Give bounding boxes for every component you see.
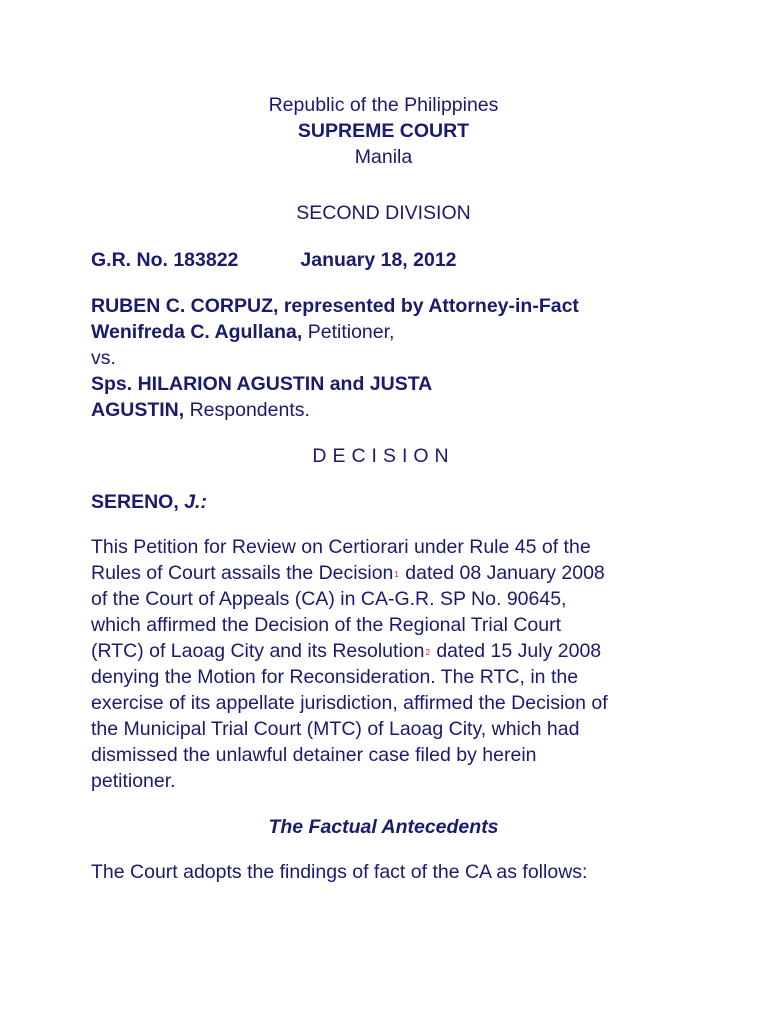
- court-name: SUPREME COURT: [297, 120, 470, 142]
- para-text: (RTC) of Laoag City and its Resolution: [91, 640, 425, 662]
- para-line: the Municipal Trial Court (MTC) of Laoag City, which had: [91, 718, 580, 740]
- decision-date: January 18, 2012: [300, 249, 457, 271]
- section-heading: The Factual Antecedents: [268, 816, 499, 838]
- decision-title: DECISION: [312, 445, 455, 467]
- para-line: dismissed the unlawful detainer case filed by herein: [91, 744, 537, 766]
- para-text: dated 08 January 2008: [399, 562, 605, 584]
- document-page: [91, 92, 691, 885]
- paragraph-petition: [91, 534, 691, 794]
- division-line: [91, 200, 676, 226]
- republic-line: Republic of the Philippines: [268, 94, 499, 116]
- footnote-link-1[interactable]: 1: [394, 570, 399, 579]
- respondent-surname: AGUSTIN,: [91, 399, 185, 421]
- respondent-line-1: Sps. HILARION AGUSTIN and JUSTA: [91, 373, 433, 395]
- para-line: which affirmed the Decision of the Regional Trial Court: [91, 614, 562, 636]
- para-line: exercise of its appellate jurisdiction, affirmed the Decision of: [91, 692, 608, 714]
- case-number-line: [91, 247, 691, 273]
- footnote-link-2[interactable]: 2: [425, 648, 430, 657]
- para-text: dated 15 July 2008: [430, 640, 602, 662]
- para-text: Rules of Court assails the Decision: [91, 562, 394, 584]
- para-line: of the Court of Appeals (CA) in CA-G.R. SP No. 90645,: [91, 588, 567, 610]
- versus-line: vs.: [91, 347, 116, 369]
- petitioner-line-1: RUBEN C. CORPUZ, represented by Attorney-in-Fact: [91, 295, 579, 317]
- para-line: denying the Motion for Reconsideration. The RTC, in the: [91, 666, 579, 688]
- attorney-name: Wenifreda C. Agullana,: [91, 321, 303, 343]
- division-text: SECOND DIVISION: [296, 202, 471, 224]
- parties-block: [91, 293, 691, 423]
- ponente-title: J.:: [184, 491, 207, 513]
- ponente-line: [91, 489, 691, 515]
- paragraph-findings: The Court adopts the findings of fact of the CA as follows:: [91, 861, 588, 883]
- para-line: [91, 638, 691, 664]
- para-line: This Petition for Review on Certiorari under Rule 45 of the: [91, 536, 591, 558]
- respondent-line-2: [91, 397, 691, 423]
- court-header: [91, 92, 676, 170]
- para-line: [91, 560, 691, 586]
- para-line: petitioner.: [91, 770, 176, 792]
- city-line: Manila: [354, 146, 413, 168]
- petitioner-role: Petitioner,: [302, 321, 395, 343]
- ponente-name: SERENO,: [91, 491, 179, 513]
- gr-number: G.R. No. 183822: [91, 249, 239, 271]
- petitioner-line-2: [91, 319, 691, 345]
- respondent-role: Respondents.: [184, 399, 310, 421]
